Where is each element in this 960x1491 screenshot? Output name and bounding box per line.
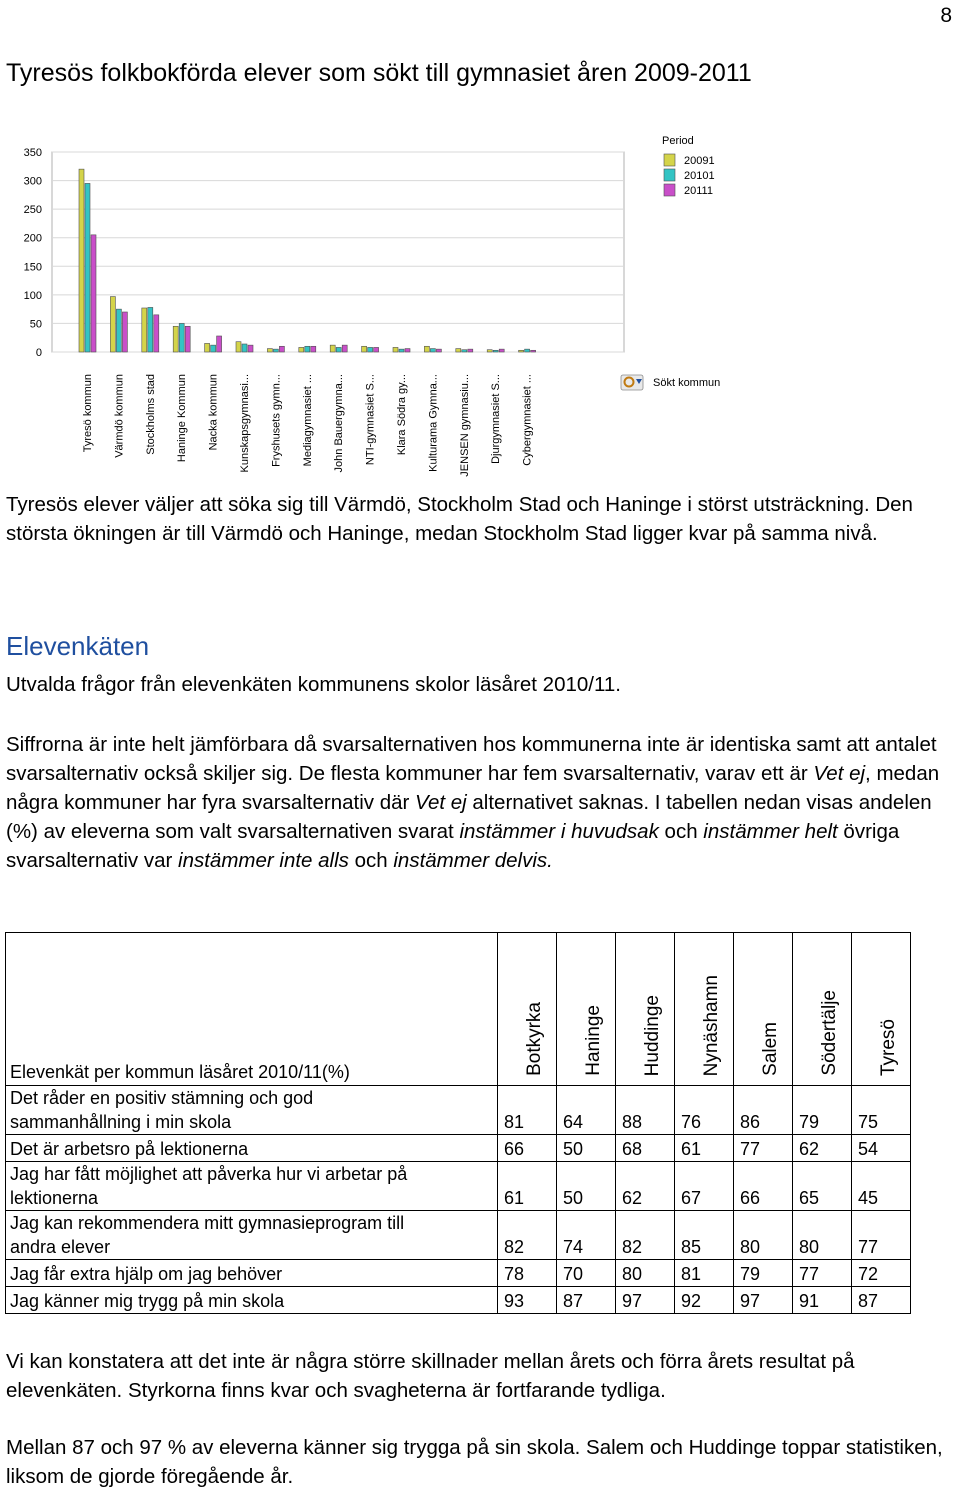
table-row (6, 1260, 911, 1287)
text-run: övriga svarsalternativ var (6, 820, 900, 872)
question-line: lektionerna (10, 1188, 99, 1208)
value-cell: 70 (557, 1260, 616, 1287)
bar (493, 350, 498, 352)
question-cell (6, 1162, 498, 1211)
x-tick-label: Haninge Kommun (176, 374, 189, 463)
bar (456, 349, 461, 352)
legend-swatch (664, 154, 675, 166)
value-cell: 80 (793, 1211, 852, 1260)
y-tick-label: 250 (23, 204, 42, 217)
bar (122, 312, 127, 352)
table-row (6, 1287, 911, 1314)
legend-label: 20091 (684, 155, 715, 167)
value-cell: 92 (675, 1287, 734, 1314)
bar (330, 345, 335, 352)
value-cell: 87 (852, 1287, 911, 1314)
x-tick-label: Klara Södra gy... (396, 374, 408, 456)
value-cell: 50 (557, 1135, 616, 1162)
bar (525, 349, 530, 352)
bar (405, 349, 410, 352)
value-cell: 54 (852, 1135, 911, 1162)
survey-table (5, 932, 911, 1314)
text-run: och (658, 820, 704, 843)
x-tick-label: Kunskapsgymnasi... (239, 374, 251, 473)
column-header (734, 933, 793, 1086)
italic-run: instämmer delvis. (393, 849, 553, 872)
table-row (6, 1211, 911, 1260)
column-header-label: Salem (760, 1022, 781, 1076)
bar (342, 345, 347, 352)
value-cell: 85 (675, 1211, 734, 1260)
bar (399, 349, 404, 352)
value-cell: 79 (793, 1086, 852, 1135)
value-cell: 64 (557, 1086, 616, 1135)
bar (205, 343, 210, 352)
italic-run: instämmer helt (703, 820, 838, 843)
value-cell: 77 (793, 1260, 852, 1287)
text-run: alternativet saknas. I tabellen nedan visas andelen (%) av eleverna som valt svarsalternativen svarat (6, 791, 932, 843)
value-cell: 93 (498, 1287, 557, 1314)
value-cell: 76 (675, 1086, 734, 1135)
value-cell: 62 (616, 1162, 675, 1211)
column-header-label: Huddinge (642, 994, 663, 1076)
bar (85, 183, 90, 352)
text-run: , medan några kommuner har fyra svarsalternativ där (6, 762, 940, 814)
value-cell: 77 (852, 1211, 911, 1260)
value-cell: 61 (675, 1135, 734, 1162)
bar (424, 346, 429, 352)
question-line: sammanhållning i min skola (10, 1112, 232, 1132)
column-header-label: Botkyrka (524, 1002, 545, 1076)
value-cell: 45 (852, 1162, 911, 1211)
bar (436, 349, 441, 352)
value-cell: 80 (734, 1211, 793, 1260)
x-tick-label: Cybergymnasiet ... (521, 374, 534, 466)
bar (116, 309, 121, 352)
question-line: andra elever (10, 1237, 111, 1257)
question-line: Jag känner mig trygg på min skola (10, 1291, 285, 1311)
legend-label: 20111 (684, 185, 713, 197)
safety-paragraph: Mellan 87 och 97 % av eleverna känner sig trygga på sin skola. Salem och Huddinge toppar statistiken, liksom de gjorde föregående år. (6, 1436, 943, 1488)
column-header (675, 933, 734, 1086)
section-heading: Elevenkäten (6, 631, 150, 661)
chart-legend (662, 135, 715, 197)
question-cell (6, 1135, 498, 1162)
y-tick-label: 350 (23, 147, 42, 159)
bar (179, 323, 184, 352)
bar (79, 169, 84, 352)
value-cell: 62 (793, 1135, 852, 1162)
italic-run: Vet ej (415, 791, 467, 814)
legend-swatch (664, 169, 675, 181)
value-cell: 87 (557, 1287, 616, 1314)
intro-paragraph: Tyresös elever väljer att söka sig till Värmdö, Stockholm Stad och Haninge i störst utsträckning. Den största ökningen är till Värmdö och Haninge, medan Stockholm Stad ligger kvar på samma nivå. (6, 493, 913, 545)
bar (142, 308, 147, 352)
bar (211, 345, 216, 352)
bar (336, 347, 341, 352)
legend-label: 20101 (684, 170, 715, 182)
value-cell: 78 (498, 1260, 557, 1287)
table-caption: Elevenkät per kommun läsåret 2010/11(%) (6, 933, 498, 1086)
column-header-label: Tyresö (878, 1018, 899, 1076)
question-line: Det är arbetsro på lektionerna (10, 1139, 249, 1159)
column-header-label: Södertälje (819, 990, 840, 1076)
value-cell: 91 (793, 1287, 852, 1314)
y-tick-label: 50 (29, 318, 42, 331)
question-cell (6, 1287, 498, 1314)
text-run: och (348, 849, 394, 872)
question-line: Jag får extra hjälp om jag behöver (10, 1264, 283, 1284)
x-tick-label: NTI-gymnasiet S... (364, 374, 377, 466)
bar (487, 350, 492, 352)
column-header (498, 933, 557, 1086)
legend-swatch (664, 184, 675, 196)
filter-button[interactable] (621, 375, 720, 390)
column-header (852, 933, 911, 1086)
value-cell: 65 (793, 1162, 852, 1211)
bar (110, 297, 115, 352)
bar (185, 326, 190, 352)
page-title: Tyresös folkbokförda elever som sökt till gymnasiet åren 2009-2011 (6, 59, 752, 87)
bar (273, 349, 278, 352)
question-line: Jag kan rekommendera mitt gymnasieprogram till (10, 1213, 405, 1233)
method-paragraph (6, 730, 951, 875)
value-cell: 97 (616, 1287, 675, 1314)
bar (362, 346, 367, 352)
bar (305, 346, 310, 352)
value-cell: 97 (734, 1287, 793, 1314)
question-cell (6, 1260, 498, 1287)
y-tick-label: 300 (23, 175, 42, 188)
text-run: Siffrorna är inte helt jämförbara då svarsalternativen hos kommunerna inte är identiska samt att antalet svarsalternativ också skiljer sig. De flesta kommuner har fem svarsalternativ, varav ett är (6, 733, 937, 785)
column-header (557, 933, 616, 1086)
table-row (6, 1162, 911, 1211)
y-tick-label: 100 (23, 289, 42, 302)
value-cell: 50 (557, 1162, 616, 1211)
italic-run: instämmer i huvudsak (459, 820, 659, 843)
question-line: Det råder en positiv stämning och god (10, 1088, 314, 1108)
column-header (616, 933, 675, 1086)
bar (217, 336, 222, 352)
conclusion-paragraph: Vi kan konstatera att det inte är några större skillnader mellan årets och förra årets resultat på elevenkäten. Styrkorna finns kvar och svagheterna är fortfarande tydliga. (6, 1350, 855, 1402)
column-header-label: Haninge (583, 1005, 604, 1076)
filter-label: Sökt kommun (653, 377, 721, 389)
bar (236, 342, 241, 352)
value-cell: 82 (498, 1211, 557, 1260)
bar (531, 350, 536, 352)
bar (430, 349, 435, 352)
value-cell: 68 (616, 1135, 675, 1162)
value-cell: 61 (498, 1162, 557, 1211)
bar (299, 347, 304, 352)
bar (242, 344, 247, 352)
x-tick-label: Tyresö kommun (82, 374, 94, 453)
bar (248, 345, 253, 352)
bar (311, 346, 316, 352)
italic-run: instämmer inte alls (178, 849, 349, 872)
value-cell: 86 (734, 1086, 793, 1135)
value-cell: 72 (852, 1260, 911, 1287)
bar (499, 349, 504, 352)
bar (374, 347, 379, 352)
italic-run: Vet ej (813, 762, 866, 785)
column-header-label: Nynäshamn (701, 974, 722, 1076)
value-cell: 66 (498, 1135, 557, 1162)
y-tick-label: 150 (23, 261, 42, 274)
value-cell: 66 (734, 1162, 793, 1211)
column-header (793, 933, 852, 1086)
page-number: 8 (940, 4, 952, 27)
x-tick-label: Värmdö kommun (113, 374, 126, 458)
y-tick-label: 0 (35, 347, 42, 359)
legend-title: Period (662, 135, 694, 147)
y-tick-label: 200 (23, 232, 42, 245)
bar (368, 347, 373, 352)
bar (393, 347, 398, 352)
bar (91, 235, 96, 352)
bar (173, 326, 178, 352)
question-cell (6, 1211, 498, 1260)
bar (468, 349, 473, 352)
question-line: Jag har fått möjlighet att påverka hur vi arbetar på (10, 1164, 408, 1184)
value-cell: 79 (734, 1260, 793, 1287)
value-cell: 77 (734, 1135, 793, 1162)
value-cell: 67 (675, 1162, 734, 1211)
value-cell: 80 (616, 1260, 675, 1287)
section-subheading: Utvalda frågor från elevenkäten kommunens skolor läsåret 2010/11. (6, 673, 621, 696)
x-tick-label: Stockholms stad (144, 374, 157, 455)
value-cell: 81 (498, 1086, 557, 1135)
x-tick-label: Kulturama Gymna... (427, 374, 440, 472)
plot-area (52, 152, 624, 352)
x-tick-label: Fryshusets gymn... (270, 374, 283, 467)
x-tick-label: JENSEN gymnasiu... (458, 374, 471, 477)
value-cell: 74 (557, 1211, 616, 1260)
x-tick-label: John Bauergymna... (333, 374, 346, 473)
table-row (6, 1135, 911, 1162)
bar (279, 346, 284, 352)
x-tick-label: Mediagymnasiet ... (301, 374, 314, 467)
value-cell: 82 (616, 1211, 675, 1260)
bar (154, 315, 159, 352)
applications-bar-chart (10, 128, 750, 480)
bar (462, 350, 467, 352)
bar (519, 350, 524, 352)
value-cell: 88 (616, 1086, 675, 1135)
table-header-row (6, 933, 911, 1086)
bar (148, 307, 153, 352)
value-cell: 75 (852, 1086, 911, 1135)
value-cell: 81 (675, 1260, 734, 1287)
x-tick-label: Djurgymnasiet S... (490, 374, 503, 464)
table-row (6, 1086, 911, 1135)
x-tick-label: Nacka kommun (207, 374, 220, 451)
bar (267, 349, 272, 352)
question-cell (6, 1086, 498, 1135)
